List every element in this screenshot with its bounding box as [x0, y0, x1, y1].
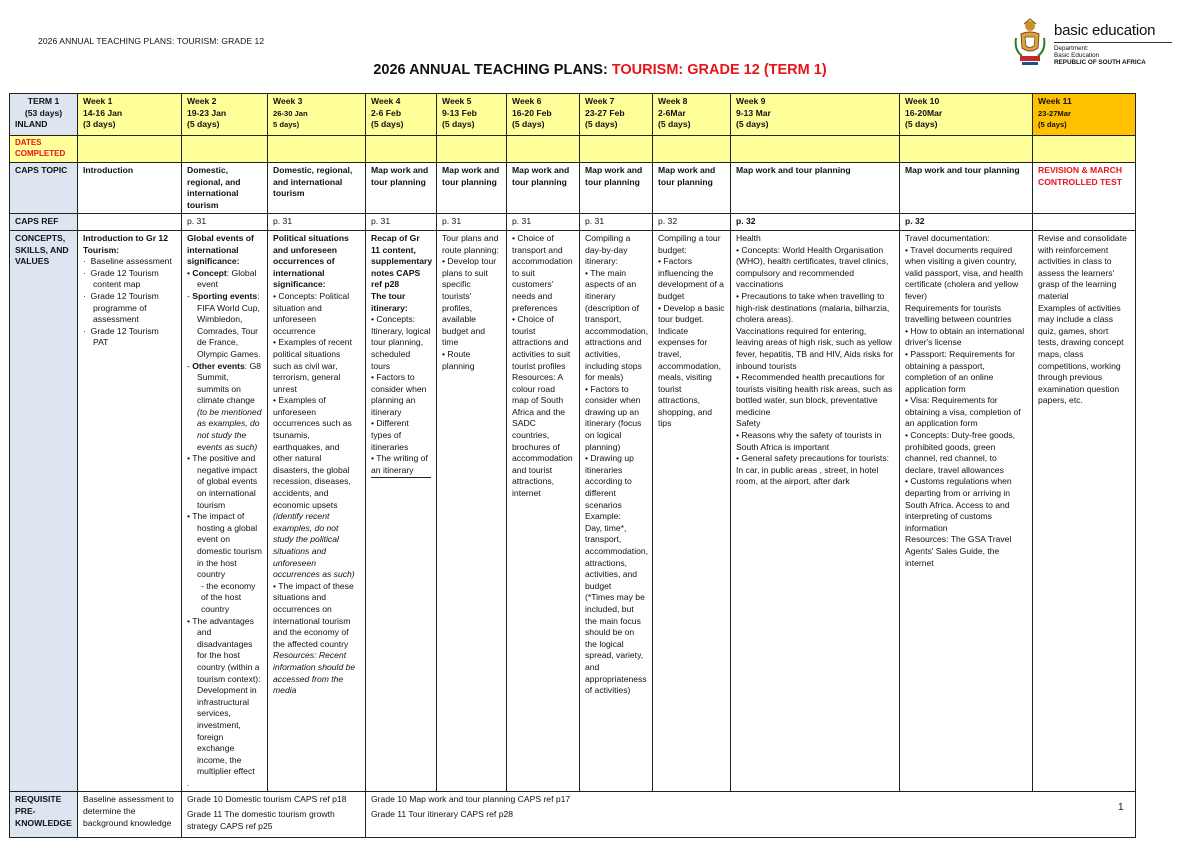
- list-item: • The main aspects of an itinerary (description of transport, accommodation, attractions and activities, including stops for meals): [585, 267, 649, 383]
- w11-text: Revise and consolidate with reinforcement activities in class to assess the learners' grasp of the learning material: [1038, 232, 1127, 301]
- list-item: - Other events: G8 Summit, summits on climate change (to be mentioned as examples, do not study the events as such): [187, 360, 262, 452]
- w3-resources: Resources: Recent information should be accessed from the media: [273, 650, 356, 696]
- list-item: • The positive and negative impact of global events on international tourism: [187, 453, 258, 510]
- week-5-header: Week 5 9-13 Feb (5 days): [437, 94, 507, 136]
- topic-cell: Map work and tour planning: [580, 163, 653, 214]
- w6-resources: Resources: A colour road map of South Africa and the SADC countries, brochures of accommodation and tourist attractions, internet: [512, 372, 573, 499]
- list-item: • Travel documents required when visiting a given country, valid passport, visa, and health certificate (cholera and yellow fever): [905, 244, 1023, 301]
- topic-cell: Introduction: [78, 163, 182, 214]
- week-9-header: Week 9 9-13 Mar (5 days): [731, 94, 900, 136]
- date-cell[interactable]: [366, 136, 437, 163]
- list-item: • Route planning: [442, 348, 475, 371]
- ref-cell: p. 32: [653, 214, 731, 231]
- dates-completed-label: DATES COMPLETED: [10, 136, 78, 163]
- w2-title: Global events of international significance:: [187, 232, 254, 267]
- list-item: • How to obtain an international driver's license: [905, 325, 1025, 348]
- w4-subtitle: The tour itinerary:: [371, 290, 408, 313]
- date-cell[interactable]: [507, 136, 580, 163]
- week-7-header: Week 7 23-27 Feb (5 days): [580, 94, 653, 136]
- concepts-week-7: [580, 230, 653, 792]
- term-label: TERM 1: [27, 96, 60, 106]
- list-item: • Examples of recent political situations such as civil war, terrorism, general unrest: [273, 337, 352, 394]
- w7-example-label: Example:: [585, 511, 621, 522]
- list-item: • Concepts: Duty-free goods, prohibited goods, green channel, red channel, to declare, travel allowances: [905, 430, 1016, 475]
- w10-requirements: Requirements for tourists travelling between countries: [905, 302, 1012, 325]
- date-cell[interactable]: [182, 136, 268, 163]
- page-title: [0, 62, 1200, 78]
- ref-cell: p. 31: [366, 214, 437, 231]
- list-item: • Choice of tourist attractions and activities to suit tourist profiles: [512, 314, 571, 371]
- topic-cell: Map work and tour planning: [366, 163, 437, 214]
- ref-cell: [78, 214, 182, 231]
- w7-intro: Compiling a day-by-day itinerary:: [585, 232, 631, 267]
- w5-intro: Tour plans and route planning:: [442, 232, 499, 255]
- requisite-weeks-4-11: [366, 792, 1136, 838]
- w7-note: (*Times may be included, but the main focus should be on the logical spread, variety, and appropriateness of activities): [585, 592, 647, 696]
- page-title-red: TOURISM: GRADE 12 (TERM 1): [611, 62, 827, 78]
- list-item: • Recommended health precautions for tourists visiting health risk areas, such as bottled water, sun block, preventative medicine: [736, 372, 893, 417]
- coat-of-arms-icon: [1014, 18, 1046, 68]
- concepts-label: CONCEPTS, SKILLS, AND VALUES: [10, 230, 78, 792]
- topic-cell: Map work and tour planning: [731, 163, 900, 214]
- ref-cell: p. 32: [900, 214, 1033, 231]
- list-item: • Drawing up itineraries according to different scenarios: [585, 453, 634, 510]
- concepts-week-8: [653, 230, 731, 792]
- term-days: (53 days): [24, 107, 63, 118]
- w8-intro: Compiling a tour budget:: [658, 232, 721, 255]
- requisite-item: Grade 11 The domestic tourism growth strategy CAPS ref p25: [187, 809, 335, 831]
- running-header: 2026 ANNUAL TEACHING PLANS: TOURISM: GRADE 12: [38, 36, 265, 46]
- term-region: INLAND: [15, 119, 48, 130]
- concepts-row: [10, 230, 1136, 792]
- caps-topic-row: [10, 163, 1136, 214]
- concepts-week-4: [366, 230, 437, 792]
- date-cell[interactable]: [653, 136, 731, 163]
- week-6-header: Week 6 16-20 Feb (5 days): [507, 94, 580, 136]
- list-item: · Grade 12 Tourism content map: [83, 267, 159, 290]
- list-item: • Develop a basic tour budget.: [658, 302, 725, 325]
- w10-resources: Resources: The GSA Travel Agents' Sales Guide, the internet: [905, 534, 1012, 568]
- list-item: • Concept: Global event: [187, 267, 257, 290]
- requisite-item: Grade 10 Map work and tour planning CAPS ref p17: [371, 794, 571, 805]
- week-2-header: Week 2 19-23 Jan (5 days): [182, 94, 268, 136]
- date-cell[interactable]: [900, 136, 1033, 163]
- week-1-header: Week 1 14-16 Jan (3 days): [78, 94, 182, 136]
- concepts-week-9: [731, 230, 900, 792]
- logo-country: REPUBLIC OF SOUTH AFRICA: [1054, 59, 1146, 66]
- topic-cell: Domestic, regional, and international tourism: [268, 163, 366, 214]
- page-title-black: 2026 ANNUAL TEACHING PLANS:: [373, 62, 608, 78]
- list-item: • Factors to consider when drawing up an itinerary (focus on logical planning): [585, 383, 642, 452]
- requisite-item: Grade 10 Domestic tourism CAPS ref p18: [187, 794, 347, 805]
- list-item: • Precautions to take when travelling to high-risk destinations (malaria, bilharzia, cholera areas).: [736, 290, 890, 325]
- logo-title: basic education: [1054, 22, 1156, 39]
- list-item: • Factors influencing the development of a budget: [658, 256, 724, 301]
- list-item: - the economy of the host country: [201, 580, 256, 614]
- ref-cell: p. 31: [580, 214, 653, 231]
- concepts-week-1: [78, 230, 182, 792]
- list-item: • Concepts: Political situation and unforeseen occurrence: [273, 290, 350, 336]
- date-cell[interactable]: [268, 136, 366, 163]
- list-item: • The impact of hosting a global event on domestic tourism in the host country: [187, 511, 262, 580]
- week-11-header: Week 11 23-27Mar (5 days): [1033, 94, 1136, 136]
- w2-dot: .: [187, 777, 190, 788]
- date-cell[interactable]: [1033, 136, 1136, 163]
- list-item: • Examples of unforeseen occurrences such as tsunamis, earthquakes, and other natural disasters, the global recession, diseases, accidents, and economic upsets (identify recent examples, do not study the political situations and unforeseen occurrences as such): [273, 395, 355, 580]
- w9-safety: Safety: [736, 418, 761, 429]
- list-item: • Reasons why the safety of tourists in South Africa is important: [736, 430, 882, 452]
- requisite-week-1: Baseline assessment to determine the background knowledge: [78, 792, 182, 838]
- list-item: · Baseline assessment: [83, 256, 172, 267]
- list-item: • General safety precautions for tourists: In car, in public areas , street, in hotel room, at the airport, after dark: [736, 453, 890, 487]
- ref-cell: p. 31: [268, 214, 366, 231]
- week-header-row: [10, 94, 1136, 136]
- list-item: • Customs regulations when departing from or arriving in South Africa. Access to and interpreting of customs information: [905, 476, 1012, 533]
- concepts-week-5: [437, 230, 507, 792]
- caps-topic-label: CAPS TOPIC: [10, 163, 78, 214]
- list-item: • Choice of transport and accommodation to suit customers' needs and preferences: [512, 232, 573, 313]
- w3-title: Political situations and unforeseen occurrences of international significance:: [273, 232, 349, 290]
- ref-cell: p. 31: [507, 214, 580, 231]
- date-cell[interactable]: [731, 136, 900, 163]
- week-10-header: Week 10 16-20Mar (5 days): [900, 94, 1033, 136]
- ref-cell: p. 31: [182, 214, 268, 231]
- logo-department-name: Basic Education: [1054, 52, 1100, 59]
- ref-cell: p. 32: [731, 214, 900, 231]
- list-item: • The writing of an itinerary: [371, 453, 431, 478]
- ref-cell: [1033, 214, 1136, 231]
- logo-divider: [1054, 42, 1172, 43]
- date-cell[interactable]: [437, 136, 507, 163]
- w7-example: Day, time*, transport, accommodation, attractions, activities, and budget: [585, 522, 649, 591]
- week-4-header: Week 4 2-6 Feb (5 days): [366, 94, 437, 136]
- requisite-weeks-2-3: [182, 792, 366, 838]
- list-item: • Concepts: World Health Organisation (WHO), health certificates, travel clinics, compulsory and recommended vaccinations: [736, 244, 889, 290]
- list-item: • Visa: Requirements for obtaining a visa, completion of an application form: [905, 395, 1021, 429]
- term-cell: [10, 94, 78, 136]
- list-item: • Develop tour plans to suit specific tourists' profiles, available budget and time: [442, 256, 497, 348]
- logo-department-label: Department:: [1054, 45, 1089, 52]
- list-item: - Sporting events: FIFA World Cup, Wimbledon, Comrades, Tour de France, Olympic Games.: [187, 290, 261, 359]
- w1-title: Introduction to Gr 12 Tourism:: [83, 232, 168, 255]
- topic-cell: Map work and tour planning: [653, 163, 731, 214]
- concepts-week-11: [1033, 230, 1136, 792]
- date-cell[interactable]: [78, 136, 182, 163]
- w11-examples: Examples of activities may include a class quiz, games, short tests, drawing concept maps, class competitions, working through previous examination question papers, etc.: [1038, 302, 1124, 406]
- ref-cell: p. 31: [437, 214, 507, 231]
- requisite-row: [10, 792, 1136, 838]
- week-8-header: Week 8 2-6Mar (5 days): [653, 94, 731, 136]
- dates-completed-row: [10, 136, 1136, 163]
- w8-indicate: Indicate expenses for travel, accommodation, meals, visiting tourist attractions, shopping, and tips: [658, 325, 722, 429]
- concepts-week-10: [900, 230, 1033, 792]
- w9-vaccinations: Vaccinations required for entering, leaving areas of high risk, such as yellow fever, hepatitis, TB and HIV, Aids risks for inbound tourists: [736, 325, 894, 371]
- list-item: • Passport: Requirements for obtaining a passport, completion of an online application form: [905, 348, 1016, 394]
- requisite-label: REQUISITE PRE-KNOWLEDGE: [10, 792, 78, 838]
- list-item: • Concepts: Itinerary, logical tour planning, scheduled tours: [371, 314, 431, 371]
- concepts-week-3: [268, 230, 366, 792]
- list-item: • Factors to consider when planning an itinerary: [371, 372, 427, 417]
- week-3-header: Week 3 26-30 Jan 5 days): [268, 94, 366, 136]
- teaching-plan-table: [9, 93, 1136, 838]
- list-item: · Grade 12 Tourism PAT: [83, 325, 159, 348]
- list-item: • The advantages and disadvantages for the host country (within a tourism context): Development in infrastructural services, investment, foreign exchange income, the multiplier effect: [187, 615, 261, 777]
- topic-cell: Map work and tour planning: [900, 163, 1033, 214]
- list-item: • The impact of these situations and occurrences on international tourism and the economy of the affected country: [273, 580, 354, 649]
- concepts-week-2: [182, 230, 268, 792]
- w4-title: Recap of Gr 11 content, supplementary notes CAPS ref p28: [371, 232, 433, 290]
- concepts-week-6: [507, 230, 580, 792]
- list-item: • Different types of itineraries: [371, 418, 409, 452]
- list-item: · Grade 12 Tourism programme of assessment: [83, 290, 159, 325]
- w10-intro: Travel documentation:: [905, 232, 990, 243]
- topic-cell: Map work and tour planning: [437, 163, 507, 214]
- w9-health: Health: [736, 232, 761, 243]
- page-number: 1: [1118, 802, 1124, 813]
- date-cell[interactable]: [580, 136, 653, 163]
- caps-ref-label: CAPS REF: [10, 214, 78, 231]
- topic-cell: Map work and tour planning: [507, 163, 580, 214]
- topic-cell-revision: REVISION & MARCH CONTROLLED TEST: [1033, 163, 1136, 214]
- requisite-item: Grade 11 Tour itinerary CAPS ref p28: [371, 809, 514, 820]
- topic-cell: Domestic, regional, and international tourism: [182, 163, 268, 214]
- caps-ref-row: [10, 214, 1136, 231]
